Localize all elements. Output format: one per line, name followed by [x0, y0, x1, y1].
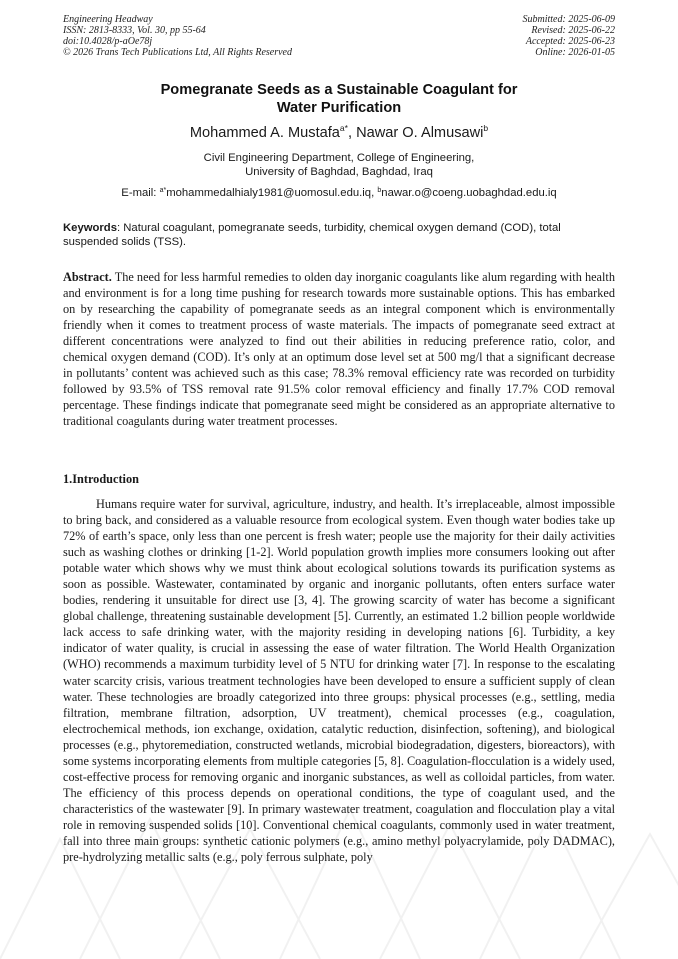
copyright: © 2026 Trans Tech Publications Ltd, All Rights Reserved — [63, 47, 292, 58]
paper-title — [63, 81, 615, 117]
email-line — [63, 186, 615, 200]
email-separator: , — [371, 187, 378, 199]
email-1-marker: a* — [159, 187, 167, 194]
email-address-1[interactable]: mohammedalhialy1981@uomosul.edu.iq — [166, 187, 372, 199]
accepted-date: Accepted: 2025-06-23 — [525, 36, 615, 47]
journal-header — [63, 14, 292, 58]
revised-date: Revised: 2025-06-22 — [531, 25, 615, 36]
keywords-block — [63, 222, 615, 249]
abstract-block — [63, 269, 615, 429]
author-1: Mohammed A. Mustafa — [189, 125, 340, 141]
keywords-text: : Natural coagulant, pomegranate seeds, turbidity, chemical oxygen demand (COD), total suspended solids (TSS). — [63, 222, 561, 248]
email-address-2[interactable]: nawar.o@coeng.uobaghdad.edu.iq — [381, 187, 557, 199]
email-2-marker: b — [377, 187, 382, 194]
dates-header — [523, 14, 616, 58]
journal-name: Engineering Headway — [63, 14, 153, 25]
abstract-label: Abstract. — [63, 270, 112, 284]
keywords-label: Keywords — [63, 222, 117, 234]
online-date: Online: 2026-01-05 — [535, 47, 615, 58]
section-heading-introduction: 1.Introduction — [63, 472, 139, 486]
author-list — [63, 124, 615, 142]
affiliation-line-1: Civil Engineering Department, College of Engineering, — [203, 152, 475, 164]
email-label: E-mail: — [121, 187, 160, 199]
issn: ISSN: 2813-8333, Vol. 30, pp 55-64 — [63, 25, 206, 36]
abstract-text: The need for less harmful remedies to olden day inorganic coagulants like alum regarding with health and environment is for a long time pushing for research towards more sustainable options. This has embarked on by researching the capability of pomegranate seeds as an integral component which is environmentally friendly when it comes to treatment process of waste materials. The impacts of pomegranate seed extract at different concentrations were analyzed to find out their abilities in reducing preference ratio, color, and chemical oxygen demand (COD). It’s only at an optimum dose level set at 500 mg/l that a significant decrease in pollutants’ content was achieved such as this case; 78.3% removal efficiency rate was recorded on turbidity followed by 93.5% of TSS removal rate 91.5% color removal efficiency and finally 17.7% COD removal percentage. These findings indicate that pomegranate seed might be considered as an appropriate alternative to traditional coagulants during water treatment processes. — [63, 270, 615, 429]
author-1-marker: a* — [339, 123, 348, 133]
author-2-marker: b — [483, 123, 489, 133]
doi: doi:10.4028/p-aOe78j — [63, 36, 153, 47]
author-2: Nawar O. Almusawi — [356, 125, 484, 141]
affiliation-line-2: University of Baghdad, Baghdad, Iraq — [245, 166, 433, 178]
affiliation — [63, 151, 615, 179]
title-line-2: Water Purification — [276, 100, 402, 116]
submitted-date: Submitted: 2025-06-09 — [522, 14, 615, 25]
introduction-paragraph: Humans require water for survival, agriculture, industry, and health. It’s irreplaceable, almost impossible to bring back, and considered as a valuable resource from ecological system. Even though water bodies take up 72% of earth’s space, only less than one percent is fresh water; people use the majority for their daily activities such as washing clothes or drinking [1-2]. World population growth implies more consumers looking out after potable water which shows why we must think about ecological solutions towards its purification systems as soon as possible. Wastewater, contaminated by organic and inorganic pollutants, often enters surface water bodies, rendering it unsuitable for direct use [3, 4]. The growing scarcity of water has become a significant global challenge, threatening sustainable development [5]. Currently, an estimated 1.2 billion people worldwide lack access to safe drinking water, with the majority residing in developing nations [6]. Turbidity, a key indicator of water quality, is crucial in assessing the ease of water filtration. The World Health Organization (WHO) recommends a maximum turbidity level of 5 NTU for drinking water [7]. In response to the escalating water scarcity crisis, various treatment technologies have been developed to ensure a sufficient supply of clean water. These technologies are broadly categorized into three groups: physical processes (e.g., settling, media filtration, membrane filtration, adsorption, UV treatment), chemical processes (e.g., coagulation, electrochemical methods, ion exchange, oxidation, catalytic reduction, disinfection, softening), and biological processes (e.g., phytoremediation, constructed wetlands, microbial biodegradation, digesters, bioreactors), with some systems incorporating elements from multiple categories [5, 8]. Coagulation-flocculation is a widely used, cost-effective process for removing organic and inorganic substances, as well as colloidal particles, from water. The efficiency of this process depends on operational conditions, the type of coagulant used, and the characteristics of the wastewater [9]. In primary wastewater treatment, coagulation and flocculation play a vital role in removing suspended solids [10]. Conventional chemical coagulants, commonly used in water treatment, fall into three main groups: synthetic cationic polymers (e.g., amino methyl polyacrylamide, poly DADMAC), pre-hydrolyzing metallic salts (e.g., poly ferrous sulphate, poly — [63, 497, 615, 865]
author-separator: , — [347, 125, 357, 141]
title-line-1: Pomegranate Seeds as a Sustainable Coagulant for — [160, 82, 518, 98]
